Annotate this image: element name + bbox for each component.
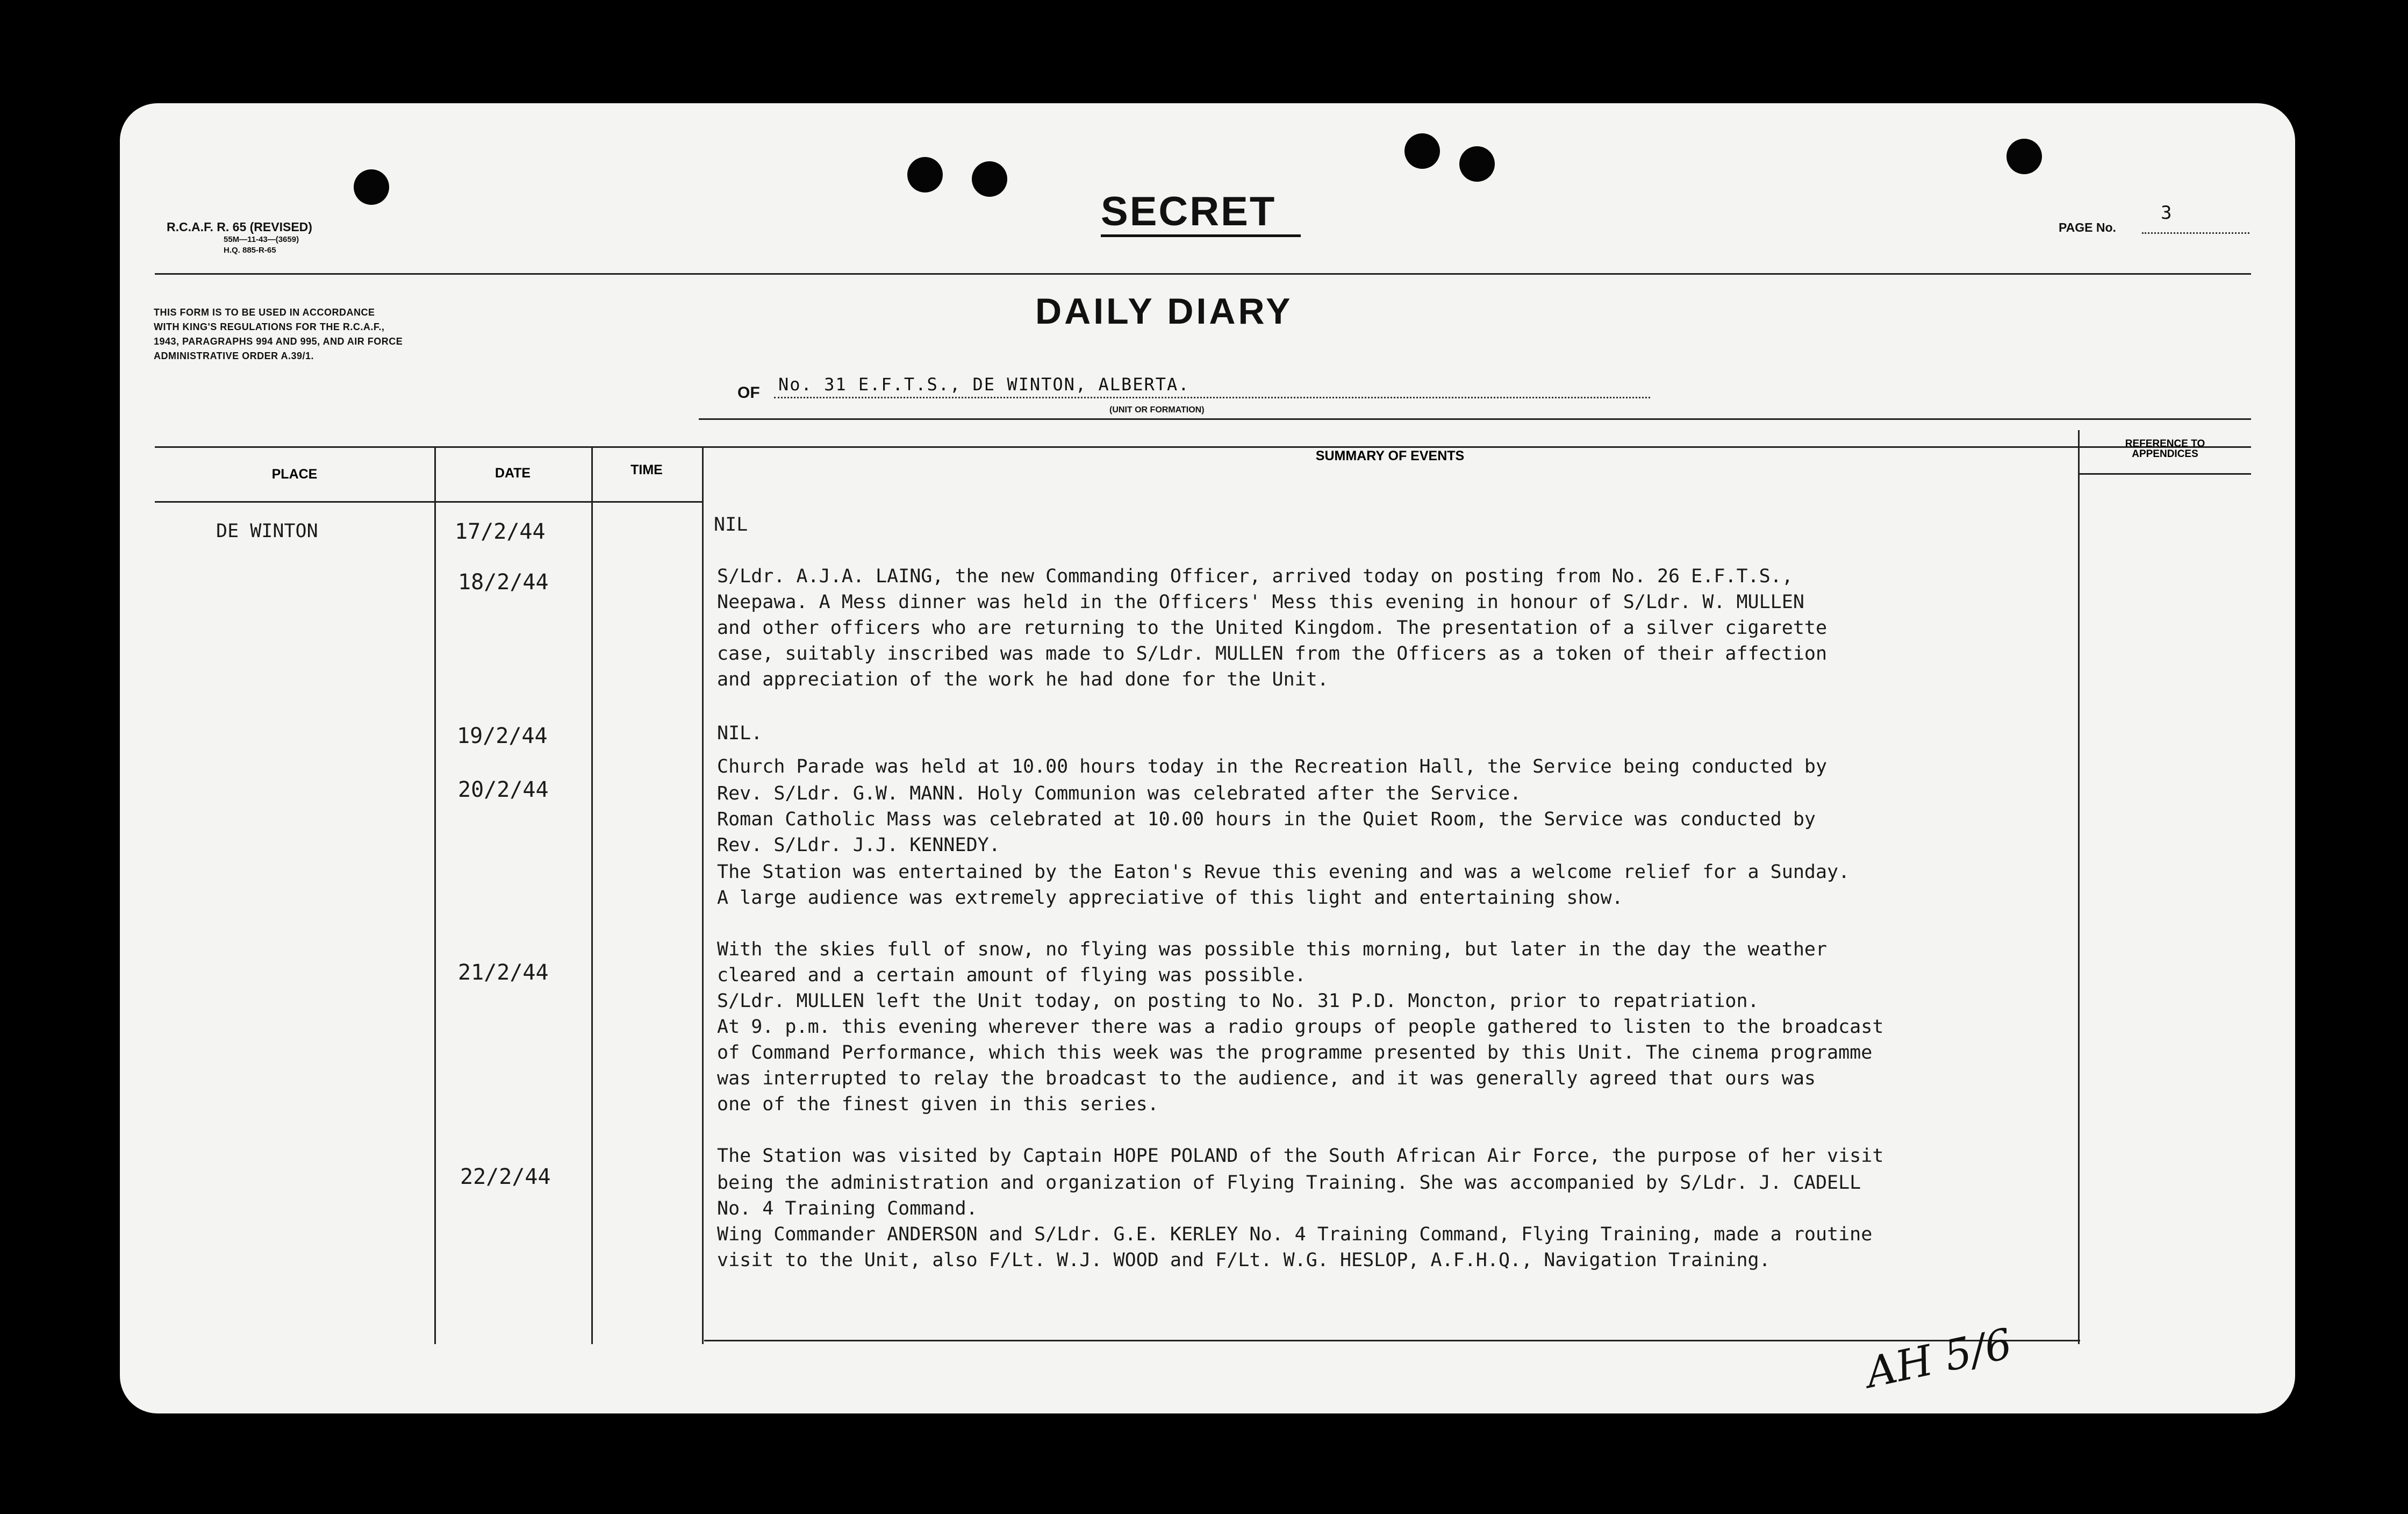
- entry-line: S/Ldr. MULLEN left the Unit today, on posting to No. 31 P.D. Moncton, prior to repatriation.: [717, 990, 1759, 1012]
- column-header-summary: SUMMARY OF EVENTS: [1315, 448, 1465, 463]
- form-hq-code: H.Q. 885-R-65: [224, 246, 276, 255]
- entry-date: 17/2/44: [455, 519, 546, 544]
- punch-hole: [972, 161, 1007, 197]
- entry-line: The Station was entertained by the Eaton's Revue this evening and was a welcome relief for a Sunday.: [717, 861, 1850, 883]
- form-identifier: [167, 219, 312, 256]
- column-header-reference: [2079, 439, 2251, 459]
- punch-hole: [907, 157, 943, 192]
- diary-title: DAILY DIARY: [1035, 291, 1293, 332]
- entry-line: Church Parade was held at 10.00 hours today in the Recreation Hall, the Service being conducted by: [717, 756, 1828, 777]
- regulations-note: [154, 305, 403, 363]
- entry-line: being the administration and organization of Flying Training. She was accompanied by S/Ldr. J. CADELL: [717, 1172, 1861, 1194]
- regulations-note-line: ADMINISTRATIVE ORDER A.39/1.: [154, 351, 314, 361]
- page-number: 3: [2161, 202, 2172, 224]
- of-label: OF: [737, 384, 760, 402]
- entry-line: The Station was visited by Captain HOPE POLAND of the South African Air Force, the purpose of her visit: [717, 1145, 1884, 1167]
- entry-line: and other officers who are returning to the United Kingdom. The presentation of a silver cigarette: [717, 617, 1828, 639]
- entry-line: Wing Commander ANDERSON and S/Ldr. G.E. KERLEY No. 4 Training Command, Flying Training, made a routine: [717, 1224, 1873, 1245]
- entry-date: 19/2/44: [457, 724, 548, 748]
- form-print-code: 55M—11-43—(3659): [224, 235, 299, 244]
- entry-line: No. 4 Training Command.: [717, 1198, 978, 1219]
- header-rule: [155, 273, 2251, 275]
- regulations-note-line: 1943, PARAGRAPHS 994 AND 995, AND AIR FORCE: [154, 336, 403, 347]
- column-header-time: TIME: [630, 462, 663, 477]
- entry-line: With the skies full of snow, no flying was possible this morning, but later in the day the weather: [717, 939, 1828, 960]
- unit-caption: (UNIT OR FORMATION): [1109, 405, 1205, 415]
- form-number: R.C.A.F. R. 65 (REVISED): [167, 220, 312, 234]
- entry-line: of Command Performance, which this week was the programme presented by this Unit. The cinema programme: [717, 1042, 1873, 1063]
- entry-line: Roman Catholic Mass was celebrated at 10.00 hours in the Quiet Room, the Service was conducted by: [717, 809, 1816, 830]
- entry-line: S/Ldr. A.J.A. LAING, the new Commanding Officer, arrived today on posting from No. 26 E.F.T.S.,: [717, 566, 1793, 587]
- classification-underline: [1101, 234, 1301, 237]
- column-divider: [434, 446, 436, 1344]
- unit-value: No. 31 E.F.T.S., DE WINTON, ALBERTA.: [778, 374, 1190, 395]
- punch-hole: [1404, 133, 1440, 169]
- entry-date: 20/2/44: [458, 777, 549, 802]
- entry-date: 22/2/44: [460, 1165, 551, 1189]
- entry-line: and appreciation of the work he had done for the Unit.: [717, 669, 1329, 690]
- column-divider: [2078, 430, 2080, 1344]
- column-header-date: DATE: [494, 466, 531, 481]
- column-header-place: PLACE: [271, 467, 318, 482]
- punch-hole: [1459, 146, 1495, 182]
- column-divider: [702, 446, 704, 1344]
- regulations-note-line: WITH KING'S REGULATIONS FOR THE R.C.A.F.,: [154, 322, 385, 332]
- entry-line: NIL: [714, 514, 748, 535]
- reference-header-rule: [2079, 473, 2251, 475]
- table-top-rule: [155, 446, 2251, 448]
- entry-line: Rev. S/Ldr. G.W. MANN. Holy Communion was celebrated after the Service.: [717, 783, 1522, 804]
- entry-line: At 9. p.m. this evening wherever there was a radio groups of people gathered to listen to the broadcast: [717, 1016, 1884, 1038]
- entry-line: NIL.: [717, 723, 763, 744]
- page-number-line: [2142, 232, 2249, 234]
- entry-line: visit to the Unit, also F/Lt. W.J. WOOD and F/Lt. W.G. HESLOP, A.F.H.Q., Navigation Training.: [717, 1249, 1771, 1271]
- regulations-note-line: THIS FORM IS TO BE USED IN ACCORDANCE: [154, 307, 375, 318]
- column-header-reference-line: APPENDICES: [2132, 448, 2198, 460]
- entry-line: case, suitably inscribed was made to S/Ldr. MULLEN from the Officers as a token of their affection: [717, 643, 1828, 665]
- punch-hole: [354, 169, 389, 205]
- entry-line: was interrupted to relay the broadcast to the audience, and it was generally agreed that ours was: [717, 1068, 1816, 1089]
- entry-line: one of the finest given in this series.: [717, 1094, 1159, 1115]
- entry-date: 18/2/44: [458, 570, 549, 595]
- entry-date: 21/2/44: [458, 960, 549, 985]
- table-header-rule: [155, 501, 703, 503]
- table-top-rule: [699, 418, 2251, 420]
- column-header-reference-line: REFERENCE TO: [2125, 438, 2205, 449]
- place-value: DE WINTON: [216, 520, 318, 542]
- page-label: PAGE No.: [2059, 220, 2116, 234]
- entry-line: Neepawa. A Mess dinner was held in the Officers' Mess this evening in honour of S/Ldr. W. MULLEN: [717, 591, 1804, 613]
- column-divider: [591, 446, 593, 1344]
- entry-line: cleared and a certain amount of flying was possible.: [717, 965, 1306, 986]
- classification-heading: SECRET: [1101, 189, 1277, 234]
- unit-line: [774, 397, 1650, 398]
- table-bottom-rule: [704, 1340, 2080, 1341]
- entry-line: Rev. S/Ldr. J.J. KENNEDY.: [717, 834, 1000, 856]
- entry-line: A large audience was extremely appreciative of this light and entertaining show.: [717, 887, 1623, 909]
- punch-hole: [2006, 139, 2042, 174]
- handwritten-signature: AH 5/6: [1861, 1319, 2017, 1398]
